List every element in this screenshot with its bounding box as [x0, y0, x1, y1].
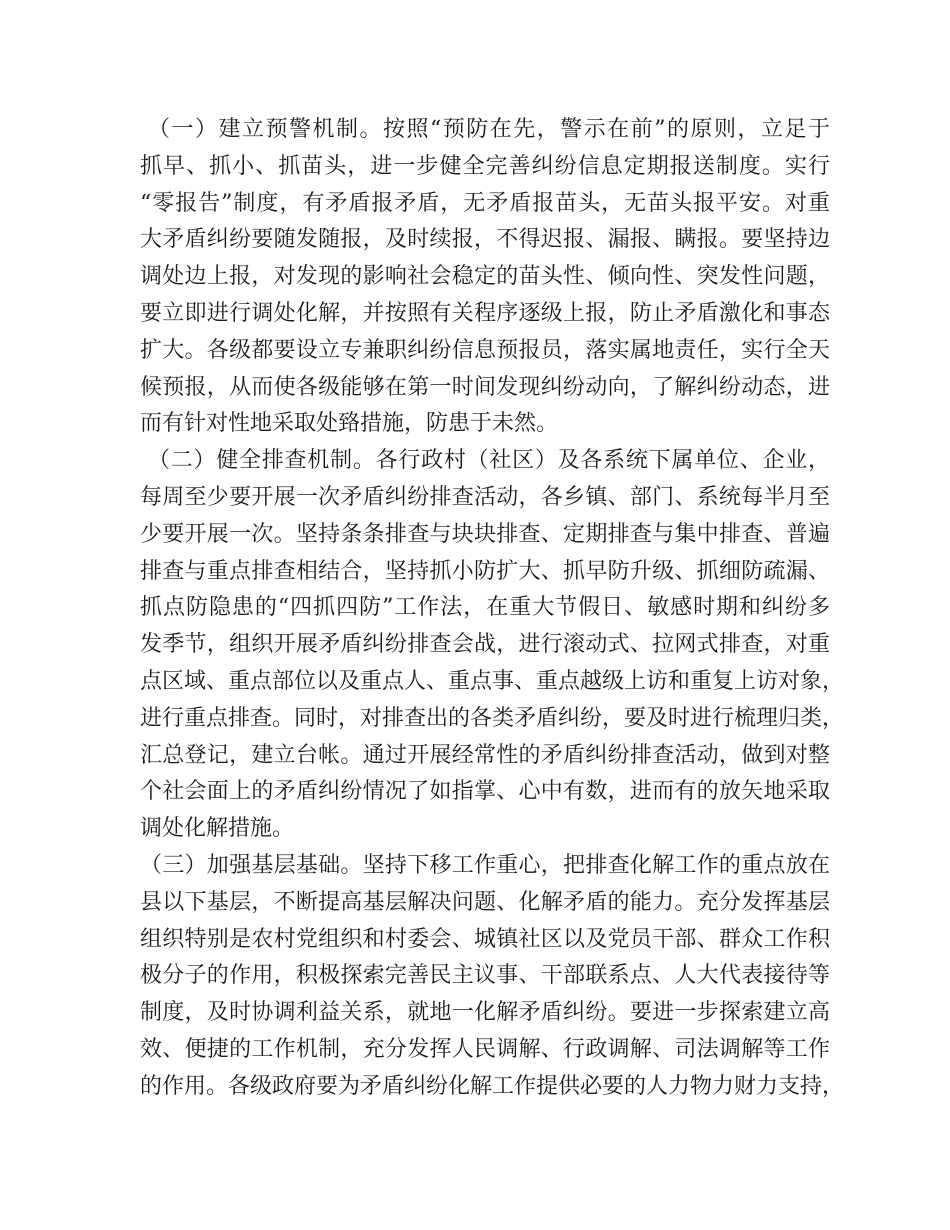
- text-line: 要立即进行调处化解，并按照有关程序逐级上报，防止矛盾激化和事态: [140, 300, 830, 326]
- text-line: 发季节，组织开展矛盾纠纷排查会战，进行滚动式、拉网式排查，对重: [140, 632, 830, 658]
- text-line: 而有针对性地采取处臵措施，防患于未然。: [140, 411, 559, 437]
- paragraph-grassroots: [140, 848, 845, 1106]
- document-body: [140, 112, 845, 1106]
- text-line: 抓早、抓小、抓苗头，进一步健全完善纠纷信息定期报送制度。实行: [140, 153, 830, 179]
- text-line: 点区域、重点部位以及重点人、重点事、重点越级上访和重复上访对象，: [140, 668, 845, 694]
- text-line: 调处化解措施。: [140, 816, 295, 842]
- text-line: 组织特别是农村党组织和村委会、城镇社区以及党员干部、群众工作积: [140, 926, 830, 952]
- text-line: 进行重点排查。同时，对排查出的各类矛盾纠纷，要及时进行梳理归类，: [140, 705, 845, 731]
- text-line: （三）加强基层基础。坚持下移工作重心，把排查化解工作的重点放在: [140, 852, 830, 878]
- text-line: 个社会面上的矛盾纠纷情况了如指掌、心中有数，进而有的放矢地采取: [140, 779, 830, 805]
- text-line: 排查与重点排查相结合，坚持抓小防扩大、抓早防升级、抓细防疏漏、: [140, 558, 830, 584]
- text-line: 制度，及时协调利益关系，就地一化解矛盾纠纷。要进一步探索建立高: [140, 1000, 830, 1026]
- text-line: （一）建立预警机制。按照“预防在先，警示在前”的原则，立足于: [148, 117, 830, 142]
- text-line: 少要开展一次。坚持条条排查与块块排查、定期排查与集中排查、普遍: [140, 521, 830, 547]
- text-line: 候预报，从而使各级能够在第一时间发现纠纷动向，了解纠纷动态，进: [140, 374, 830, 400]
- text-line: 调处边上报，对发现的影响社会稳定的苗头性、倾向性、突发性问题，: [140, 264, 830, 290]
- paragraph-investigation: [140, 443, 845, 848]
- text-line: 扩大。各级都要设立专兼职纠纷信息预报员，落实属地责任，实行全天: [140, 337, 830, 363]
- text-line: 每周至少要开展一次矛盾纠纷排查活动，各乡镇、部门、系统每半月至: [140, 484, 830, 510]
- text-line: 的作用。各级政府要为矛盾纠纷化解工作提供必要的人力物力财力支持，: [140, 1073, 845, 1099]
- text-line: （二）健全排查机制。各行政村（社区）及各系统下属单位、企业，: [148, 448, 830, 474]
- text-line: 汇总登记，建立台帐。通过开展经常性的矛盾纠纷排查活动，做到对整: [140, 742, 830, 768]
- text-line: 抓点防隐患的“四抓四防”工作法，在重大节假日、敏感时期和纠纷多: [140, 595, 830, 621]
- text-line: 极分子的作用，积极探索完善民主议事、干部联系点、人大代表接待等: [140, 963, 830, 989]
- text-line: “零报告”制度，有矛盾报矛盾，无矛盾报苗头，无苗头报平安。对重: [140, 190, 830, 216]
- text-line: 县以下基层，不断提高基层解决问题、化解矛盾的能力。充分发挥基层: [140, 889, 830, 915]
- paragraph-early-warning: [140, 112, 830, 443]
- text-line: 效、便捷的工作机制，充分发挥人民调解、行政调解、司法调解等工作: [140, 1036, 830, 1062]
- text-line: 大矛盾纠纷要随发随报，及时续报，不得迟报、漏报、瞒报。要坚持边: [140, 227, 830, 253]
